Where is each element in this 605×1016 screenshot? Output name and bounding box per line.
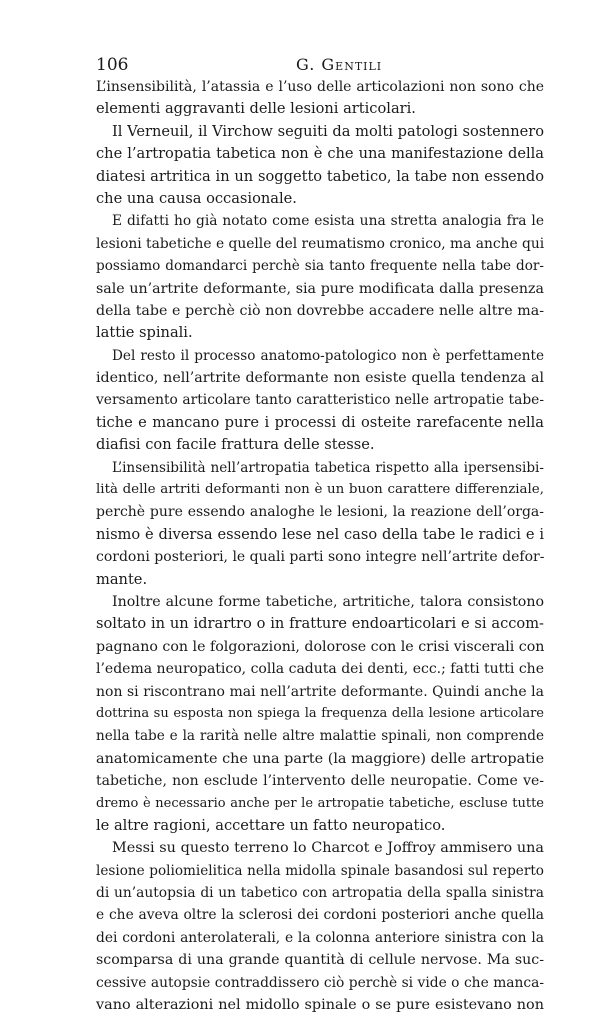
text-line: diafisi con facile frattura delle stesse.: [96, 436, 375, 454]
text-line: scomparsa di una grande quantità di cellule nervose. Ma suc-: [96, 952, 544, 969]
text-line: lità delle artriti deformanti non è un buon carattere differenziale,: [96, 482, 544, 498]
text-line: pagnano con le folgorazioni, dolorose con le crisi viscerali con: [96, 638, 545, 655]
text-line: Del resto il processo anatomo-patologico non è perfettamente: [112, 347, 544, 364]
text-line: anatomicamente che una parte (la maggiore) delle artropatie: [96, 750, 545, 767]
running-title: G. Gentili: [296, 55, 383, 74]
text-line: tabetiche, non esclude l’intervento delle neuropatie. Come ve-: [96, 773, 544, 790]
text-line: diatesi artritica in un soggetto tabetico, la tabe non essendo: [96, 167, 544, 185]
text-line: L’insensibilità nell’artropatia tabetica rispetto alla ipersensibi-: [112, 459, 544, 476]
text-line: dremo è necessario anche per le artropatie tabetiche, escluse tutte: [96, 795, 544, 811]
text-line: mante.: [96, 570, 148, 588]
text-line: vano alterazioni nel midollo spinale o se pure esistevano non: [96, 997, 544, 1014]
text-line: dottrina su esposta non spiega la frequenza della lesione articolare: [96, 705, 544, 721]
body-text: [96, 76, 544, 1016]
text-line: elementi aggravanti delle lesioni articolari.: [96, 100, 416, 118]
text-line: Inoltre alcune forme tabetiche, artritiche, talora consistono: [112, 593, 544, 610]
text-line: le altre ragioni, accettare un fatto neuropatico.: [96, 816, 446, 834]
text-line: identico, nell’artrite deformante non esiste quella tendenza al: [96, 370, 544, 387]
text-line: di un’autopsia di un tabetico con artropatia della spalla sinistra: [96, 885, 544, 902]
text-line: della tabe e perchè ciò non dovrebbe accadere nelle altre ma-: [96, 302, 544, 319]
page-number: 106: [96, 55, 129, 75]
text-line: tiche e mancano pure i processi di osteite rarefacente nella: [96, 413, 544, 431]
text-line: che l’artropatia tabetica non è che una manifestazione della: [96, 145, 544, 163]
text-line: nella tabe e la rarità nelle altre malattie spinali, non comprende: [96, 728, 544, 745]
text-line: non si riscontrano mai nell’artrite deformante. Quindi anche la: [96, 683, 544, 700]
text-line: sale un’artrite deformante, sia pure modificata dalla presenza: [96, 280, 544, 297]
text-line: possiamo domandarci perchè sia tanto frequente nella tabe dor-: [96, 258, 544, 275]
text-line: Il Verneuil, il Virchow seguiti da molti patologi sostennero: [112, 122, 544, 140]
text-line: dei cordoni anterolaterali, e la colonna anteriore sinistra con la: [96, 929, 544, 946]
text-line: soltato in un idrartro o in fratture endoarticolari e si accom-: [96, 615, 544, 633]
text-line: L’insensibilità, l’atassia e l’uso delle articolazioni non sono che: [96, 79, 544, 95]
text-line: perchè pure essendo analoghe le lesioni, la reazione dell’orga-: [96, 504, 544, 521]
text-line: E difatti ho già notato come esista una stretta analogia fra le: [112, 213, 544, 230]
text-line: Messi su questo terreno lo Charcot e Joffroy ammisero una: [112, 840, 544, 857]
text-line: versamento articolare tanto caratteristico nelle artropatie tabe-: [96, 392, 544, 409]
text-line: cordoni posteriori, le quali parti sono integre nell’artrite defor-: [96, 549, 545, 566]
text-line: lesione poliomielitica nella midolla spinale basandosi sul reperto: [96, 862, 544, 879]
text-line: lattie spinali.: [96, 324, 193, 342]
text-line: nismo è diversa essendo lese nel caso della tabe le radici e i: [96, 525, 544, 543]
text-line: lesioni tabetiche e quelle del reumatismo cronico, ma anche qui: [96, 235, 545, 252]
page-header: [96, 54, 544, 78]
text-line: cessive autopsie contraddissero ciò perchè si vide o che manca-: [96, 974, 544, 991]
text-line: che una causa occasionale.: [96, 189, 297, 207]
text-line: e che aveva oltre la sclerosi dei cordoni posteriori anche quella: [96, 907, 544, 924]
text-line: l’edema neuropatico, colla caduta dei denti, ecc.; fatti tutti che: [96, 661, 544, 678]
